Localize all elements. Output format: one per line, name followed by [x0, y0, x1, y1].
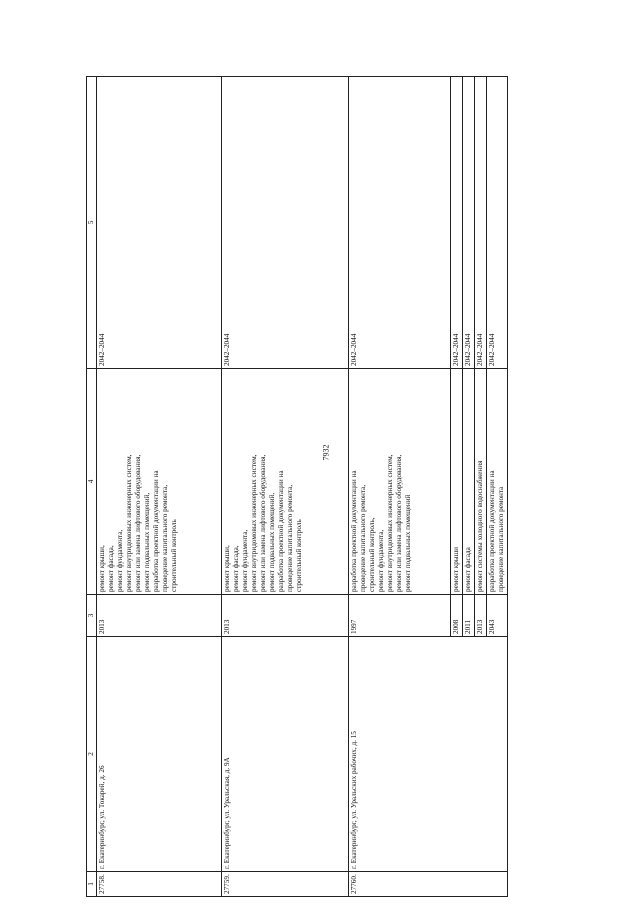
row-period: 2042–2044 — [349, 77, 451, 369]
subrow-work: ремонт фасада — [463, 369, 475, 595]
subrow-work — [487, 369, 508, 595]
row-number: 27758. — [97, 872, 222, 897]
row-address: г. Екатеринбург, ул. Уральских рабочих, д. 15 — [349, 637, 508, 872]
work-line: строительный контроль — [295, 519, 303, 592]
work-line: строительный контроль, — [368, 517, 376, 592]
work-line: ремонт или замена лифтового оборудования, — [134, 454, 142, 592]
work-line: проведение капитального ремонта, — [359, 484, 367, 592]
work-line: ремонт фасада, — [107, 545, 115, 592]
table-header-row — [87, 77, 97, 897]
work-line: ремонт внутридомовых инженерных систем, — [386, 454, 394, 592]
row-works — [97, 369, 222, 595]
row-works — [349, 369, 451, 595]
work-line: ремонт или замена лифтового оборудования, — [395, 454, 403, 592]
work-line: ремонт фундамента, — [377, 529, 385, 592]
subrow-period: 2042–2044 — [487, 77, 508, 369]
rotated-table-page — [86, 76, 519, 897]
header-cell: 5 — [87, 77, 97, 369]
work-line: разработка проектной документации на — [350, 470, 358, 592]
work-line: проведение капитального ремонта — [497, 486, 505, 592]
work-line: ремонт или замена лифтового оборудования, — [259, 454, 267, 592]
page-number: 7932 — [321, 444, 331, 461]
work-line: ремонт подвальных помещений, — [143, 492, 151, 592]
subrow-work: ремонт системы холодного водоснабжения — [475, 369, 487, 595]
work-line: ремонт подвальных помещений, — [268, 492, 276, 592]
row-number: 27759. — [222, 872, 349, 897]
register-table — [86, 76, 508, 897]
row-works — [222, 369, 349, 595]
work-line: ремонт крыши, — [223, 545, 231, 592]
header-cell: 2 — [87, 637, 97, 872]
subrow-year: 2013 — [475, 595, 487, 637]
header-cell: 3 — [87, 595, 97, 637]
row-year: 2013 — [222, 595, 349, 637]
subrow-year: 2011 — [463, 595, 475, 637]
work-line: ремонт крыши, — [98, 545, 106, 592]
work-line: ремонт внутридомовых инженерных систем, — [125, 454, 133, 592]
header-cell: 4 — [87, 369, 97, 595]
work-line: проведение капитального ремонта, — [161, 484, 169, 592]
table-row — [349, 77, 451, 897]
work-line: проведение капитального ремонта, — [286, 484, 294, 592]
row-number: 27760. — [349, 872, 508, 897]
subrow-period: 2042–2044 — [451, 77, 463, 369]
work-line: ремонт подвальных помещений — [404, 494, 412, 592]
work-line: ремонт фасада, — [232, 545, 240, 592]
table-row — [97, 77, 222, 897]
subrow-year: 2043 — [487, 595, 508, 637]
row-year: 2013 — [97, 595, 222, 637]
work-line: строительный контроль — [170, 519, 178, 592]
header-cell: 1 — [87, 872, 97, 897]
row-address: г. Екатеринбург, ул. Уральская, д. 9А — [222, 637, 349, 872]
table-row — [222, 77, 349, 897]
row-period: 2042–2044 — [222, 77, 349, 369]
row-address: г. Екатеринбург, ул. Токарей, д. 26 — [97, 637, 222, 872]
work-line: ремонт фундамента, — [116, 529, 124, 592]
work-line: ремонт фундамента, — [241, 529, 249, 592]
subrow-year: 2008 — [451, 595, 463, 637]
work-line: разработка проектной документации на — [152, 470, 160, 592]
work-line: ремонт внутридомовых инженерных систем, — [250, 454, 258, 592]
subrow-period: 2042–2044 — [475, 77, 487, 369]
row-year: 1997 — [349, 595, 451, 637]
subrow-work: ремонт крыши — [451, 369, 463, 595]
work-line: разработка проектной документации на — [488, 470, 496, 592]
row-period: 2042–2044 — [97, 77, 222, 369]
subrow-period: 2042–2044 — [463, 77, 475, 369]
work-line: разработка проектной документации на — [277, 470, 285, 592]
